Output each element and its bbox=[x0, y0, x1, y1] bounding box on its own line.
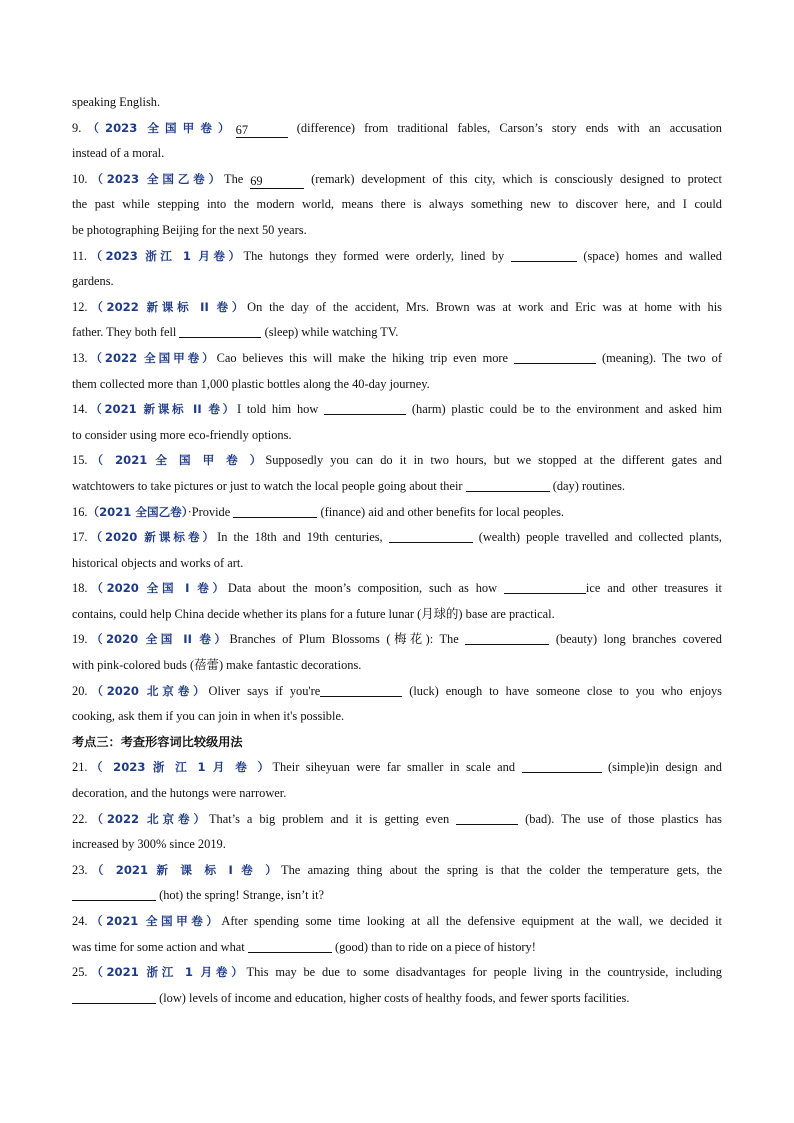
question-source: （2021 全国乙卷） bbox=[87, 504, 188, 519]
question-14-line-2: to consider using more eco-friendly options. bbox=[72, 427, 292, 442]
question-25-line-1: 25.（2021 浙江 1 月卷）This may be due to some disadvantages for people living in the countryside, including bbox=[72, 965, 722, 980]
answer-blank[interactable] bbox=[320, 682, 402, 697]
question-11-line-1: 11.（2023 浙江 1 月卷）The hutongs they formed were orderly, lined by (space) homes and walled bbox=[72, 248, 722, 263]
question-9-line-1: 9.（2023 全国甲卷）67 (difference) from traditional fables, Carson’s story ends with an accusation bbox=[72, 120, 722, 137]
continuation-line: speaking English. bbox=[72, 95, 161, 109]
question-source: （ 2021 全 国 甲 卷 ） bbox=[87, 453, 266, 468]
question-10-line-2: the past while stepping into the modern world, means there is always something new to discover here, and I could bbox=[72, 197, 722, 212]
question-source: （2021 全国甲卷） bbox=[87, 914, 222, 928]
question-16-line-1: 16.（2021 全国乙卷）·Provide (finance) aid and other benefits for local peoples. bbox=[72, 504, 565, 519]
question-25-line-2: (low) levels of income and education, higher costs of healthy foods, and fewer sports facilities. bbox=[72, 986, 722, 1012]
question-22-line-1: 22.（2022 北京卷）That’s a big problem and it is getting even (bad). The use of those plastics has bbox=[72, 811, 722, 826]
question-source: （ 2021 新 课 标 I 卷 ） bbox=[87, 862, 282, 877]
question-source: （2022 北京卷） bbox=[87, 811, 209, 826]
question-12-line-2: father. They both fell (sleep) while watching TV. bbox=[72, 325, 399, 340]
question-22-line-2: increased by 300% since 2019. bbox=[72, 837, 226, 852]
question-source: （2022 全国甲卷） bbox=[87, 350, 217, 365]
question-11-line-2: gardens. bbox=[72, 274, 114, 289]
answer-blank[interactable]: 67 bbox=[236, 123, 288, 138]
document-page bbox=[72, 90, 722, 1011]
answer-blank[interactable] bbox=[324, 400, 406, 415]
question-18-line-2: contains, could help China decide whether its plans for a future lunar (月球的) base are practical. bbox=[72, 606, 555, 621]
answer-blank[interactable] bbox=[389, 528, 473, 543]
question-source: （ 2023 浙 江 1 月 卷 ） bbox=[87, 760, 273, 775]
answer-blank[interactable] bbox=[72, 886, 156, 901]
question-source: （2021 新课标 II 卷） bbox=[87, 402, 237, 417]
question-9-line-2: instead of a moral. bbox=[72, 146, 165, 161]
question-source: （2022 新课标 II 卷） bbox=[87, 299, 248, 314]
question-18-line-1: 18.（2020 全国 I 卷）Data about the moon’s composition, such as how ice and other treasures it bbox=[72, 581, 722, 596]
question-19-line-1: 19.（2020 全国 II 卷）Branches of Plum Blossoms (梅花): The (beauty) long branches covered bbox=[72, 632, 722, 647]
question-24-line-1: 24.（2021 全国甲卷）After spending some time looking at all the defensive equipment at the wall, we decided it bbox=[72, 914, 723, 928]
question-21-line-1: 21.（ 2023 浙 江 1 月 卷 ）Their siheyuan were far smaller in scale and (simple)in design and bbox=[72, 760, 722, 775]
answer-blank[interactable]: 69 bbox=[250, 174, 304, 189]
question-source: （2023 浙江 1 月卷） bbox=[87, 248, 244, 263]
answer-blank[interactable] bbox=[72, 989, 156, 1004]
question-15-line-1: 15.（ 2021 全 国 甲 卷 ）Supposedly you can do it in two hours, but we stopped at the different gates and bbox=[72, 453, 722, 468]
question-source: （2020 新课标卷） bbox=[87, 530, 218, 545]
question-14-line-1: 14.（2021 新课标 II 卷）I told him how (harm) plastic could be to the environment and asked him bbox=[72, 402, 722, 417]
question-15-line-2: watchtowers to take pictures or just to watch the local people going about their (day) routines. bbox=[72, 478, 625, 493]
question-20-line-1: 20.（2020 北京卷）Oliver says if you're (luck) enough to have someone close to you who enjoys bbox=[72, 683, 722, 698]
answer-blank[interactable] bbox=[504, 579, 586, 594]
answer-blank[interactable] bbox=[511, 247, 577, 262]
question-19-line-2: with pink-colored buds (蓓蕾) make fantastic decorations. bbox=[72, 658, 362, 673]
question-13-line-2: them collected more than 1,000 plastic bottles along the 40-day journey. bbox=[72, 376, 430, 391]
question-20-line-2: cooking, ask them if you can join in when it's possible. bbox=[72, 709, 345, 724]
answer-blank[interactable] bbox=[522, 758, 602, 773]
section-heading: 考点三：考查形容词比较级用法 bbox=[72, 734, 243, 749]
question-24-line-2: was time for some action and what (good) than to ride on a piece of history! bbox=[72, 939, 536, 954]
question-source: （2020 全国 II 卷） bbox=[87, 632, 230, 647]
question-17-line-1: 17.（2020 新课标卷）In the 18th and 19th centuries, (wealth) people travelled and collected plants, bbox=[72, 530, 722, 545]
answer-blank[interactable] bbox=[465, 630, 549, 645]
question-source: （2023 全国乙卷） bbox=[87, 171, 225, 186]
question-12-line-1: 12.（2022 新课标 II 卷）On the day of the accident, Mrs. Brown was at work and Eric was at home with his bbox=[72, 299, 722, 314]
answer-blank[interactable] bbox=[179, 323, 261, 338]
answer-blank[interactable] bbox=[248, 938, 332, 953]
question-10-line-1: 10.（2023 全国乙卷）The 69 (remark) development of this city, which is consciously designed to protect bbox=[72, 171, 722, 188]
question-17-line-2: historical objects and works of art. bbox=[72, 555, 244, 570]
question-21-line-2: decoration, and the hutongs were narrower. bbox=[72, 786, 287, 801]
question-23-line-2: (hot) the spring! Strange, isn’t it? bbox=[72, 883, 722, 909]
answer-blank[interactable] bbox=[456, 810, 518, 825]
question-13-line-1: 13.（2022 全国甲卷）Cao believes this will make the hiking trip even more (meaning). The two of bbox=[72, 350, 722, 365]
question-source: （2020 北京卷） bbox=[87, 683, 209, 698]
answer-blank[interactable] bbox=[514, 349, 596, 364]
question-source: （2023 全国甲卷） bbox=[81, 120, 236, 135]
answer-blank[interactable] bbox=[466, 477, 550, 492]
question-source: （2021 浙江 1 月卷） bbox=[87, 965, 247, 980]
question-10-line-3: be photographing Beijing for the next 50 years. bbox=[72, 222, 307, 237]
answer-blank[interactable] bbox=[233, 503, 317, 518]
question-23-line-1: 23.（ 2021 新 课 标 I 卷 ）The amazing thing about the spring is that the colder the temperature gets, the bbox=[72, 862, 722, 877]
question-source: （2020 全国 I 卷） bbox=[87, 581, 228, 596]
